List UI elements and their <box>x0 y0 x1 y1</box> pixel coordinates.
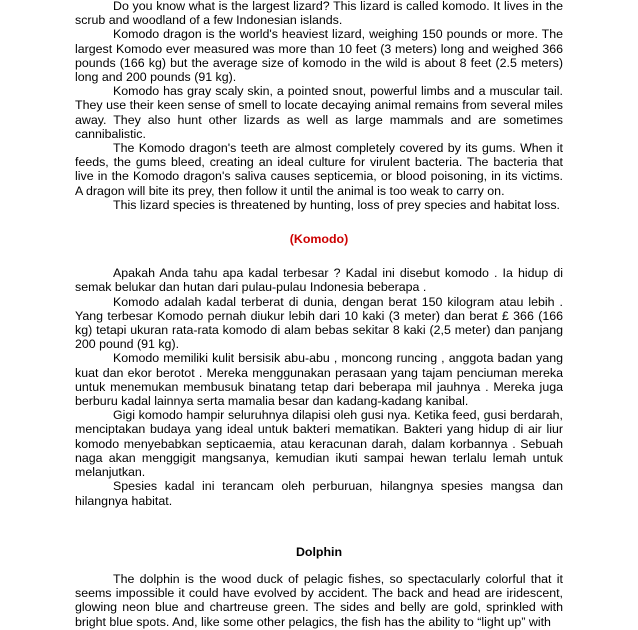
paragraph: Spesies kadal ini terancam oleh perburuan, hilangnya spesies mangsa dan hilangnya habitat. <box>75 479 563 508</box>
paragraph: Komodo has gray scaly skin, a pointed snout, powerful limbs and a muscular tail. They use their keen sense of smell to locate decaying animal remains from several miles away. They also hunt other lizards as well as large mammals and are sometimes cannibalistic. <box>75 84 563 141</box>
dolphin-section <box>75 572 563 629</box>
paragraph: This lizard species is threatened by hunting, loss of prey species and habitat loss. <box>113 197 560 212</box>
paragraph: Gigi komodo hampir seluruhnya dilapisi oleh gusi nya. Ketika feed, gusi berdarah, menciptakan budaya yang ideal untuk bakteri mematikan. Bakteri yang hidup di air liur komodo menyebabkan septicaemia, atau keracunan darah, dalam korbannya . Sebuah naga akan menggigit mangsanya, kemudian ikuti sampai hewan terlalu lemah untuk melanjutkan. <box>75 408 563 480</box>
paragraph: Komodo dragon is the world's heaviest lizard, weighing 150 pounds or more. The largest Komodo ever measured was more than 10 feet (3 meters) long and weighed 366 pounds (166 kg) but the average size of komodo in the wild is about 8 feet (2.5 meters) long and 200 pounds (91 kg). <box>75 27 563 85</box>
paragraph: Do you know what is the largest lizard? This lizard is called komodo. It lives in the scrub and woodland of a few Indonesian islands. <box>75 0 563 28</box>
english-komodo-section <box>75 0 563 212</box>
indonesian-komodo-section <box>75 266 563 507</box>
dolphin-heading: Dolphin <box>295 544 343 559</box>
komodo-heading: (Komodo) <box>289 232 349 247</box>
paragraph: Komodo memiliki kulit bersisik abu-abu , moncong runcing , anggota badan yang kuat dan ekor berotot . Mereka menggunakan perasaan yang tajam penciuman mereka untuk menemukan membusuk binatang tetap dari beberapa mil jauhnya . Mereka juga berburu kadal lainnya serta mamalia besar dan kadang-kadang kanibal. <box>75 351 563 409</box>
paragraph: The dolphin is the wood duck of pelagic fishes, so spectacularly colorful that it seems impossible it could have evolved by accident. The back and head are iridescent, glowing neon blue and chartreuse green. The sides and belly are gold, sprinkled with bright blue spots. And, like some other pelagics, the fish has the ability to “light up” with <box>75 571 563 629</box>
paragraph: Komodo adalah kadal terberat di dunia, dengan berat 150 kilogram atau lebih . Yang terbesar Komodo pernah diukur lebih dari 10 kaki (3 meter) dan berat £ 366 (166 kg) tetapi ukuran rata-rata komodo di alam bebas sekitar 8 kaki (2,5 meter) dan panjang 200 pound (91 kg). <box>75 294 563 352</box>
paragraph: Apakah Anda tahu apa kadal terbesar ? Kadal ini disebut komodo . Ia hidup di semak belukar dan hutan dari pulau-pulau Indonesia beberapa . <box>75 266 563 295</box>
document-page <box>75 0 563 629</box>
paragraph: The Komodo dragon's teeth are almost completely covered by its gums. When it feeds, the gums bleed, creating an ideal culture for virulent bacteria. The bacteria that live in the Komodo dragon's saliva causes septicemia, or blood poisoning, in its victims. A dragon will bite its prey, then follow it until the animal is too weak to carry on. <box>75 141 563 198</box>
